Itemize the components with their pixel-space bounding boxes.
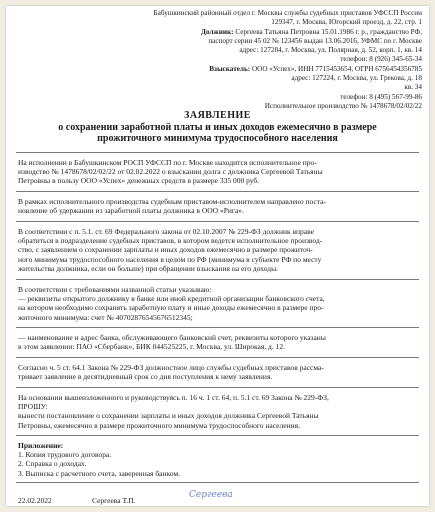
title-line-2: прожиточного минимума трудоспособного населения — [97, 133, 338, 144]
debtor-label: Должник: — [201, 27, 234, 36]
creditor-line — [154, 65, 423, 74]
p3-line-3: ство, с заявлением о сохранении зарплаты и иных доходов ежемесячно в размере прожиточ- — [18, 245, 313, 255]
paragraph-3 — [18, 227, 418, 273]
debtor-address: адрес: 127284, г. Москва, ул. Полярная, д. 52, корп. 1, кв. 14 — [239, 46, 422, 55]
title-heading: ЗАЯВЛЕНИЕ — [184, 110, 251, 121]
p6-line-1: Согласно ч. 5 ст. 64.1 Закона № 229-ФЗ должностное лицо службы судебных приставов рассма- — [18, 363, 324, 372]
p3-line-4: ного минимума трудоспособного населения в целом по РФ (минимума в субъекте РФ по месту — [18, 254, 322, 264]
p3-line-5: жительства должника, если он больше) при обращении взыскания на его доходы. — [18, 263, 279, 273]
court-address: 129347, г. Москва, Югорский проезд, д. 22, стр. 1 — [271, 18, 422, 27]
p2-line-1: В рамках исполнительного производства судебным приставом-исполнителем направлено поста- — [18, 197, 326, 206]
divider — [16, 327, 419, 328]
court-department: Бабушкинский районный отдел г. Москвы службы судебных приставов УФССП России — [153, 9, 422, 17]
divider — [16, 435, 419, 436]
paragraph-5 — [18, 333, 418, 351]
divider — [16, 279, 419, 280]
p4-line-1: В соответствии с требованиями названной статьи указываю: — [18, 285, 212, 294]
paragraph-7 — [18, 393, 418, 430]
divider — [16, 221, 419, 222]
handwritten-signature: Сергеева — [189, 490, 233, 500]
divider — [16, 387, 419, 388]
p4-line-3: на котором необходимо сохранять заработную плату и иные доходы ежемесячно в размере про- — [18, 303, 324, 313]
p7-line-4: Петровны, ежемесячно в размере прожиточного минимума трудоспособного населения. — [18, 420, 300, 430]
paragraph-2 — [18, 197, 418, 215]
p7-line-1: На основании вышеизложенного и руководствуясь п. 16 ч. 1 ст. 64, п. 5.1 ст. 69 Закона № 229-ФЗ, — [18, 393, 329, 402]
p5-line-1: — наименование и адрес банка, обслуживающего банковский счет, реквизиты которого указаны — [18, 333, 326, 342]
divider — [16, 191, 419, 192]
paragraph-4 — [18, 285, 418, 322]
divider — [16, 357, 419, 358]
creditor-phone: телефон: 8 (495) 567-99-86 — [340, 92, 422, 101]
p3-line-1: В соответствии с п. 5.1. ст. 69 Федерального закона от 02.10.2007 № 229-ФЗ должник вправе — [18, 227, 314, 236]
creditor-name: ООО «Успех», ИНН 7715453654, ОГРН 6756454356785 — [251, 64, 422, 73]
attachment-item: 2. Справка о доходах. — [18, 459, 87, 469]
debtor-phone: телефон: 8 (926) 345-65-34 — [340, 55, 422, 64]
attachments-heading: Приложение: — [18, 441, 64, 450]
p1-line-3: Петровны в пользу ООО «Успех» денежных средств в размере 335 000 руб. — [18, 176, 260, 186]
p4-line-4: житочного минимума: счет № 40702876545676512345; — [18, 312, 193, 322]
debtor-line — [154, 28, 423, 37]
header-block — [154, 9, 423, 111]
footer-date: 22.02.2022 — [18, 496, 52, 505]
document-sheet — [6, 6, 429, 506]
p5-line-2: в этом заявлении: ПАО «Сбербанк», БИК 044525225, г. Москва, ул. Широкая, д. 12. — [18, 342, 285, 352]
title-line-1: о сохранении заработной платы и иных доходов ежемесячно в размере — [58, 121, 377, 133]
attachment-item: 1. Копия трудового договора. — [18, 450, 112, 460]
p3-line-2: обратиться в подразделение судебных приставов, в котором ведется исполнительное производ- — [18, 236, 323, 246]
paragraph-1 — [18, 158, 418, 186]
p4-line-2: — реквизиты открытого должнику в банке или иной кредитной организации банковского счета, — [18, 294, 325, 304]
p1-line-2: изводство № 1478678/02/02/22 от 02.02.2022 о взыскании долга с должника Сергеевой Татьяны — [18, 167, 323, 177]
debtor-passport: паспорт серии 45 02 № 123456 выдан 13.06.2016, УФМС по г. Москве — [208, 36, 422, 45]
creditor-address-1: адрес: 127224, г. Москва, ул. Грекова, д. 18 — [291, 74, 422, 83]
p7-line-3: вынести постановление о сохранении зарплаты и иных доходов должника Сергеевой Татьяны — [18, 411, 319, 421]
creditor-label: Взыскатель: — [209, 64, 251, 73]
creditor-address-2: кв. 34 — [404, 83, 422, 92]
p1-line-1: На исполнении в Бабушкинском РОСП УФССП по г. Москве находится исполнительное про- — [18, 158, 317, 167]
proceedings-number: Исполнительное производство № 1478678/02/02/22 — [264, 101, 422, 110]
p6-line-2: тривает заявление в десятидневный срок со дня поступления к нему заявления. — [18, 372, 273, 382]
footer-name: Сергеева Т.П. — [92, 496, 136, 505]
attachment-item: 3. Выписка с расчетного счета, заверенная банком. — [18, 468, 181, 478]
debtor-name: Сергеева Татьяна Петровна 15.01.1986 г. р., гражданство РФ, — [235, 27, 422, 36]
paragraph-6 — [18, 363, 418, 381]
p7-line-2: ПРОШУ: — [18, 402, 48, 412]
attachments — [18, 441, 418, 478]
p2-line-2: новление об удержании из заработной платы должника в ООО «Рига». — [18, 206, 244, 216]
divider — [16, 482, 419, 483]
document-title — [16, 110, 419, 145]
divider — [16, 152, 419, 153]
